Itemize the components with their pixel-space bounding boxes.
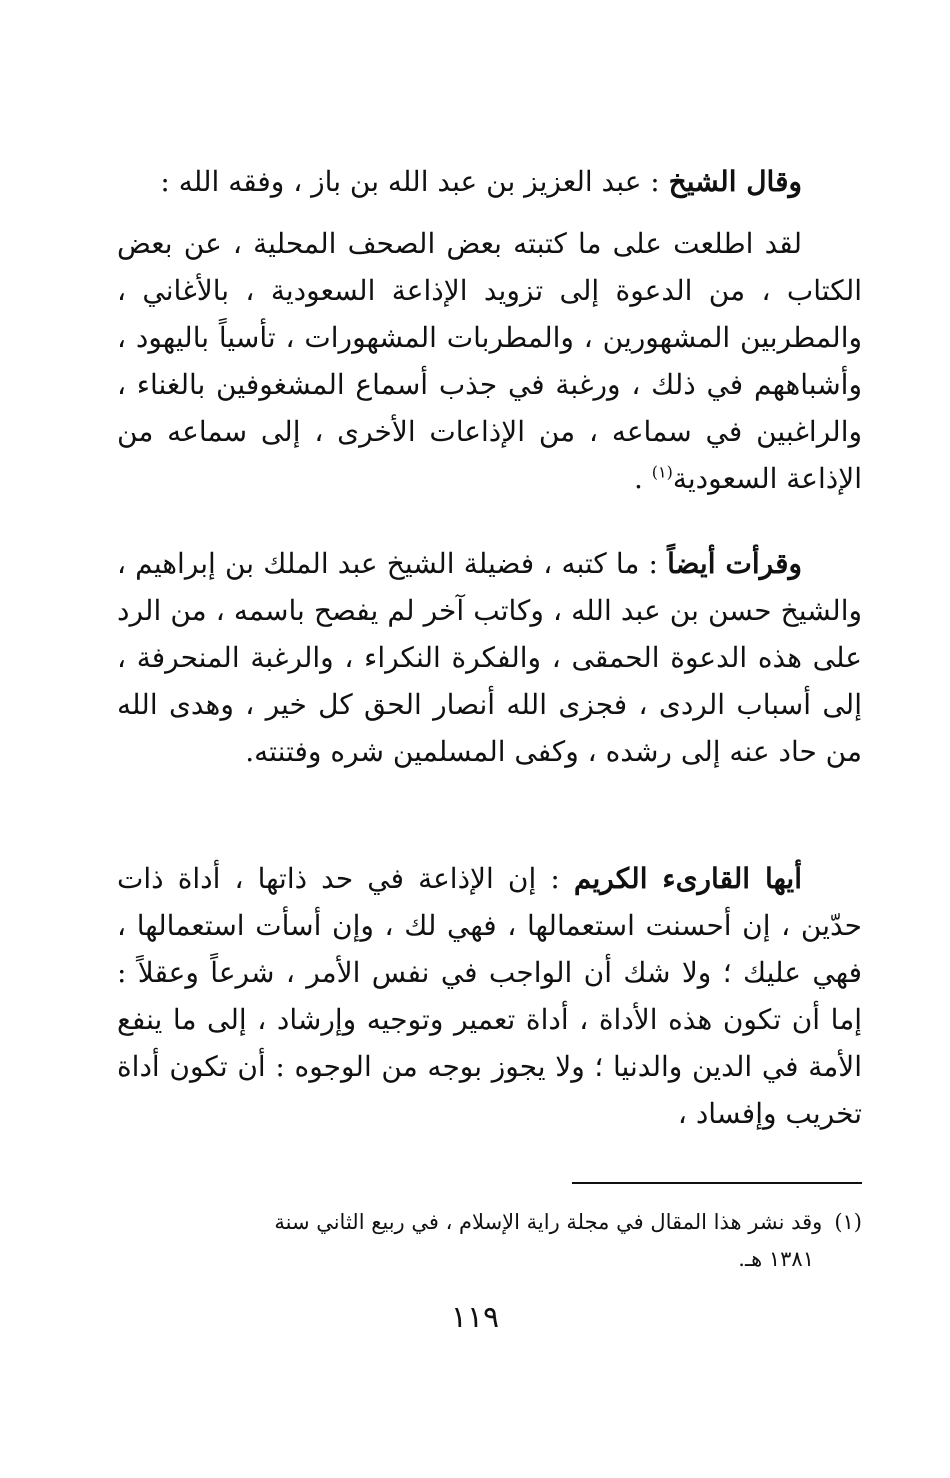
paragraph-2-tail: .	[633, 462, 652, 495]
paragraph-4-lead: أيها القارىء الكريم	[573, 862, 802, 895]
footnote-text: وقد نشر هذا المقال في مجلة راية الإسلام ، في ربيع الثاني سنة	[274, 1210, 823, 1234]
footnote-text-continued: ١٣٨١ هـ.	[738, 1247, 814, 1271]
footnote-divider	[572, 1182, 862, 1184]
paragraph-3-lead: وقرأت أيضاً	[667, 547, 802, 580]
paragraph-1	[117, 158, 862, 205]
paragraph-2-text: لقد اطلعت على ما كتبته بعض الصحف المحلية ، عن بعض الكتاب ، من الدعوة إلى تزويد الإذاعة السعودية ، بالأغاني ، والمطربين المشهورين ، والمطربات المشهورات ، تأسياً باليهود ، وأشباههم في ذلك ، ورغبة في جذب أسماع المشغوفين بالغناء ، والراغبين في سماعه ، من الإذاعات الأخرى ، إلى سماعه من الإذاعة السعودية	[117, 227, 862, 495]
paragraph-1-lead: وقال الشيخ	[668, 165, 802, 198]
footnote-reference: (١)	[651, 462, 673, 482]
paragraph-1-text: : عبد العزيز بن عبد الله بن باز ، وفقه الله :	[160, 165, 669, 198]
footnote	[117, 1204, 862, 1278]
paragraph-2	[117, 220, 862, 502]
page-number: ١١٩	[450, 1300, 500, 1335]
paragraph-3	[117, 540, 862, 775]
paragraph-3-text: : ما كتبه ، فضيلة الشيخ عبد الملك بن إبراهيم ، والشيخ حسن بن عبد الله ، وكاتب آخر لم يفصح باسمه ، من الرد على هذه الدعوة الحمقى ، والفكرة النكراء ، والرغبة المنحرفة ، إلى أسباب الردى ، فجزى الله أنصار الحق كل خير ، وهدى الله من حاد عنه إلى رشده ، وكفى المسلمين شره وفتنته.	[117, 547, 862, 768]
paragraph-4	[117, 855, 862, 1137]
paragraph-4-text: : إن الإذاعة في حد ذاتها ، أداة ذات حدّين ، إن أحسنت استعمالها ، فهي لك ، وإن أسأت استعمالها ، فهي عليك ؛ ولا شك أن الواجب في نفس الأمر ، شرعاً وعقلاً : إما أن تكون هذه الأداة ، أداة تعمير وتوجيه وإرشاد ، إلى ما ينفع الأمة في الدين والدنيا ؛ ولا يجوز بوجه من الوجوه : أن تكون أداة تخريب وإفساد ،	[117, 862, 863, 1130]
footnote-number: (١)	[834, 1210, 862, 1234]
